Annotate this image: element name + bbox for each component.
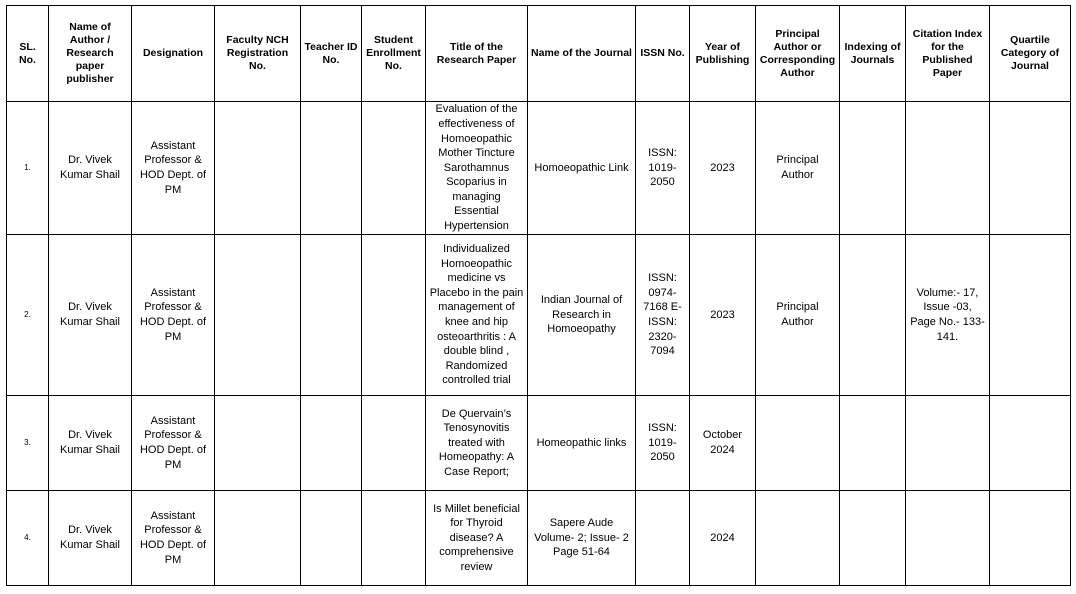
citation-cell xyxy=(906,491,990,586)
indexing-cell xyxy=(840,102,906,235)
quartile-cell xyxy=(990,396,1071,491)
faculty-nch-cell xyxy=(215,491,301,586)
header-journal: Name of the Journal xyxy=(528,6,636,102)
header-row xyxy=(7,6,1071,102)
header-quartile: Quartile Category of Journal xyxy=(990,6,1071,102)
principal-author-cell: Principal Author xyxy=(756,102,840,235)
header-designation: Designation xyxy=(132,6,215,102)
designation-cell: Assistant Professor & HOD Dept. of PM xyxy=(132,102,215,235)
indexing-cell xyxy=(840,491,906,586)
research-papers-table xyxy=(6,5,1071,586)
author-cell: Dr. Vivek Kumar Shail xyxy=(49,491,132,586)
journal-cell: Sapere Aude Volume- 2; Issue- 2 Page 51-64 xyxy=(528,491,636,586)
faculty-nch-cell xyxy=(215,102,301,235)
journal-cell: Homeopathic links xyxy=(528,396,636,491)
header-student-enrollment: Student Enrollment No. xyxy=(362,6,426,102)
header-indexing: Indexing of Journals xyxy=(840,6,906,102)
title-cell: Is Millet beneficial for Thyroid disease? A comprehensive review xyxy=(426,491,528,586)
student-enrollment-cell xyxy=(362,491,426,586)
header-sl-no: SL. No. xyxy=(7,6,49,102)
header-author: Name of Author / Research paper publisher xyxy=(49,6,132,102)
issn-cell: ISSN: 0974-7168 E-ISSN: 2320-7094 xyxy=(636,235,690,396)
year-cell: 2023 xyxy=(690,235,756,396)
quartile-cell xyxy=(990,491,1071,586)
author-cell: Dr. Vivek Kumar Shail xyxy=(49,102,132,235)
header-teacher-id: Teacher ID No. xyxy=(301,6,362,102)
principal-author-cell xyxy=(756,396,840,491)
sl-no-cell: 1. xyxy=(7,102,49,235)
header-issn: ISSN No. xyxy=(636,6,690,102)
title-cell: Evaluation of the effectiveness of Homoeopathic Mother Tincture Sarothamnus Scoparius in managing Essential Hypertension xyxy=(426,102,528,235)
issn-cell: ISSN: 1019-2050 xyxy=(636,102,690,235)
header-citation: Citation Index for the Published Paper xyxy=(906,6,990,102)
table-row xyxy=(7,491,1071,586)
author-cell: Dr. Vivek Kumar Shail xyxy=(49,396,132,491)
teacher-id-cell xyxy=(301,396,362,491)
issn-cell xyxy=(636,491,690,586)
year-cell: October 2024 xyxy=(690,396,756,491)
designation-cell: Assistant Professor & HOD Dept. of PM xyxy=(132,235,215,396)
quartile-cell xyxy=(990,235,1071,396)
year-cell: 2024 xyxy=(690,491,756,586)
faculty-nch-cell xyxy=(215,235,301,396)
header-faculty-nch: Faculty NCH Registration No. xyxy=(215,6,301,102)
journal-cell: Indian Journal of Research in Homoeopathy xyxy=(528,235,636,396)
table-row xyxy=(7,396,1071,491)
student-enrollment-cell xyxy=(362,396,426,491)
principal-author-cell xyxy=(756,491,840,586)
indexing-cell xyxy=(840,396,906,491)
student-enrollment-cell xyxy=(362,235,426,396)
sl-no-cell: 2. xyxy=(7,235,49,396)
teacher-id-cell xyxy=(301,102,362,235)
citation-cell xyxy=(906,396,990,491)
student-enrollment-cell xyxy=(362,102,426,235)
citation-cell: Volume:- 17, Issue -03, Page No.- 133-141. xyxy=(906,235,990,396)
indexing-cell xyxy=(840,235,906,396)
header-principal-author: Principal Author or Corresponding Author xyxy=(756,6,840,102)
journal-cell: Homoeopathic Link xyxy=(528,102,636,235)
title-cell: De Quervain’s Tenosynovitis treated with Homeopathy: A Case Report; xyxy=(426,396,528,491)
sl-no-cell: 3. xyxy=(7,396,49,491)
teacher-id-cell xyxy=(301,235,362,396)
author-cell: Dr. Vivek Kumar Shail xyxy=(49,235,132,396)
designation-cell: Assistant Professor & HOD Dept. of PM xyxy=(132,491,215,586)
citation-cell xyxy=(906,102,990,235)
issn-cell: ISSN: 1019-2050 xyxy=(636,396,690,491)
table-row xyxy=(7,102,1071,235)
table-row xyxy=(7,235,1071,396)
quartile-cell xyxy=(990,102,1071,235)
designation-cell: Assistant Professor & HOD Dept. of PM xyxy=(132,396,215,491)
sl-no-cell: 4. xyxy=(7,491,49,586)
principal-author-cell: Principal Author xyxy=(756,235,840,396)
teacher-id-cell xyxy=(301,491,362,586)
header-title: Title of the Research Paper xyxy=(426,6,528,102)
title-cell: Individualized Homoeopathic medicine vs Placebo in the pain management of knee and hip osteoarthritis : A double blind , Randomized controlled trial xyxy=(426,235,528,396)
header-year: Year of Publishing xyxy=(690,6,756,102)
faculty-nch-cell xyxy=(215,396,301,491)
year-cell: 2023 xyxy=(690,102,756,235)
